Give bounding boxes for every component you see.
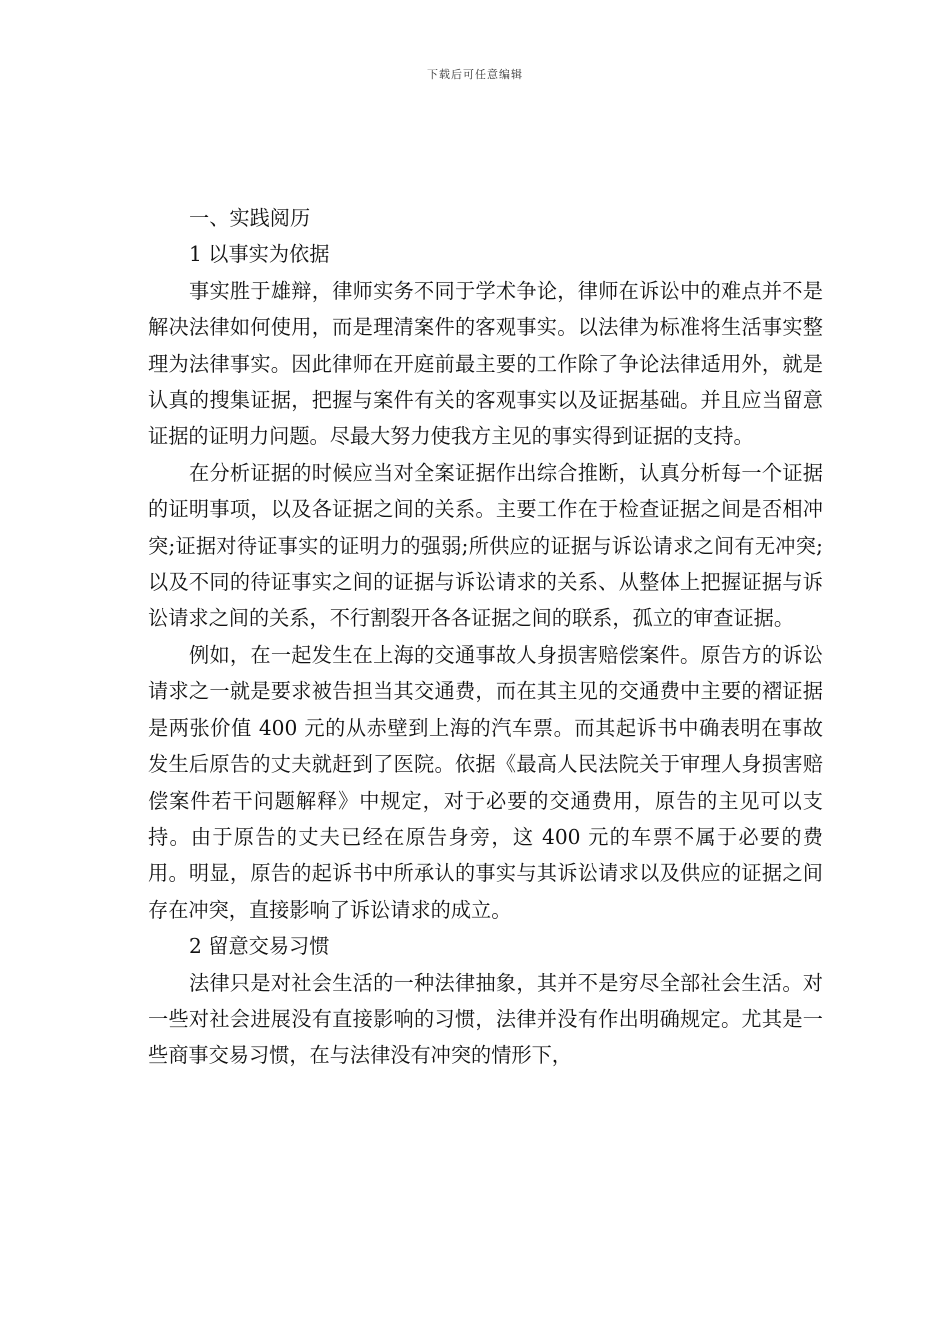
paragraph-traffic-case-example: 例如，在一起发生在上海的交通事故人身损害赔偿案件。原告方的诉讼请求之一就是要求被告担当其交通费，而在其主见的交通费中主要的褶证据是两张价值 400 元的从赤壁到上海的汽车票。而其起诉书中确表明在事故发生后原告的丈夫就赶到了医院。依据《最高人民法院关于审理人身损害赔偿案件若干问题解释》中规定，对于必要的交通费用，原告的主见可以支持。由于原告的丈夫已经在原告身旁，这 400 元的车票不属于必要的费用。明显，原告的起诉书中所承认的事实与其诉讼请求以及供应的证据之间存在冲突，直接影响了诉讼请求的成立。 bbox=[148, 642, 823, 922]
section-heading-practice: 一、实践阅历 bbox=[189, 206, 311, 230]
paragraph-trade-customs: 法律只是对社会生活的一种法律抽象，其并不是穷尽全部社会生活。对一些对社会进展没有直接影响的习惯，法律并没有作出明确规定。尤其是一些商事交易习惯，在与法律没有冲突的情形下， bbox=[148, 970, 823, 1068]
subsection-heading-facts: 1 以事实为依据 bbox=[189, 242, 330, 267]
page-header: 下载后可任意编辑 bbox=[427, 68, 523, 81]
document-body bbox=[148, 200, 823, 1074]
paragraph-evidence-analysis: 在分析证据的时候应当对全案证据作出综合推断，认真分析每一个证据的证明事项，以及各证据之间的关系。主要工作在于检查证据之间是否相冲突;证据对待证事实的证明力的强弱;所供应的证据与诉讼请求之间有无冲突;以及不同的待证事实之间的证据与诉讼请求的关系、从整体上把握证据与诉讼请求之间的关系，不行割裂开各各证据之间的联系，孤立的审查证据。 bbox=[148, 460, 823, 631]
subsection-heading-trade-customs: 2 留意交易习惯 bbox=[189, 934, 330, 959]
paragraph-facts-over-eloquence: 事实胜于雄辩，律师实务不同于学术争论，律师在诉讼中的难点并不是解决法律如何使用，而是理清案件的客观事实。以法律为标准将生活事实整理为法律事实。因此律师在开庭前最主要的工作除了争论法律适用外，就是认真的搜集证据，把握与案件有关的客观事实以及证据基础。并且应当留意证据的证明力问题。尽最大努力使我方主见的事实得到证据的支持。 bbox=[148, 278, 823, 449]
